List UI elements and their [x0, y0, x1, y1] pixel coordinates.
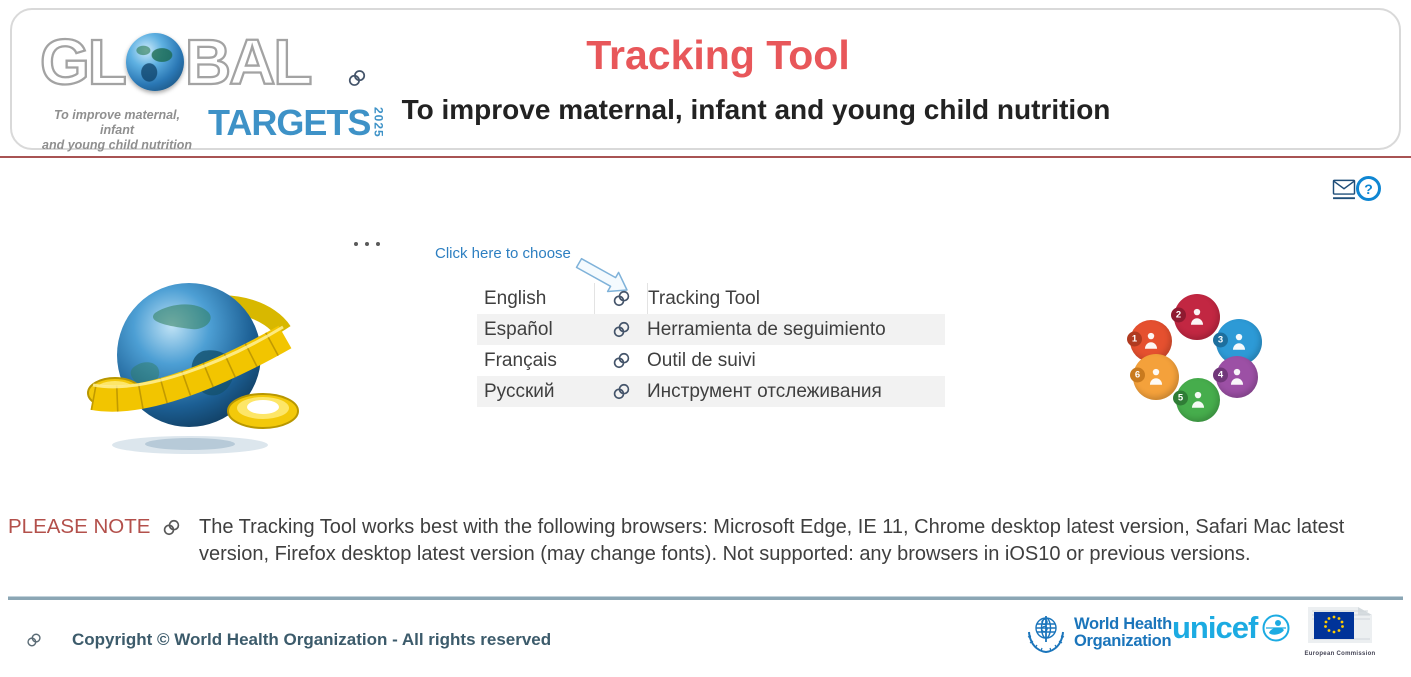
person-icon	[1140, 330, 1162, 352]
person-icon	[1226, 366, 1248, 388]
who-logo-text	[1074, 616, 1172, 651]
global-targets-logo	[40, 26, 311, 98]
table-row	[477, 283, 945, 314]
link-icon[interactable]	[611, 288, 632, 309]
target-number: 3	[1213, 332, 1228, 347]
target-icon-4	[1216, 356, 1258, 398]
browser-note-text: The Tracking Tool works best with the following browsers: Microsoft Edge, IE 11, Chrome desktop latest version, Safari Mac latest version, Firefox desktop latest version (may change fonts). Not supported: any browsers in iOS10 or previous versions.	[199, 516, 1345, 565]
logo-year: 2025	[371, 107, 386, 138]
target-number: 1	[1127, 331, 1142, 346]
logo-tagline-line2: and young child nutrition	[42, 137, 192, 152]
link-icon[interactable]	[611, 319, 632, 340]
european-commission-logo	[1297, 605, 1383, 657]
note-link-icon[interactable]	[161, 517, 182, 538]
tool-name-link[interactable]: Outil de suivi	[647, 349, 756, 371]
language-name: Русский	[484, 380, 555, 402]
target-number: 2	[1171, 307, 1186, 322]
tool-name-link[interactable]: Herramienta de seguimiento	[647, 318, 886, 340]
target-number: 4	[1213, 367, 1228, 382]
page-subtitle: To improve maternal, infant and young child nutrition	[401, 94, 1111, 125]
please-note-label: PLEASE NOTE	[8, 515, 151, 538]
target-number: 5	[1173, 390, 1188, 405]
header-card	[10, 8, 1401, 150]
link-icon[interactable]	[611, 381, 632, 402]
footer-divider	[8, 596, 1403, 600]
choose-hint-label: Click here to choose	[435, 245, 571, 262]
unicef-logo	[1172, 612, 1291, 643]
language-name: English	[477, 283, 595, 314]
person-icon	[1228, 331, 1250, 353]
unicef-emblem-icon	[1261, 613, 1291, 643]
header-link-icon[interactable]	[346, 67, 368, 89]
page-title: Tracking Tool	[586, 32, 850, 78]
logo-text-bal: BAL	[184, 26, 311, 98]
tool-name-link[interactable]: Tracking Tool	[648, 287, 760, 309]
language-table	[477, 283, 945, 407]
help-icon[interactable]	[1356, 176, 1381, 201]
target-icon-6	[1133, 354, 1179, 400]
table-row	[477, 345, 945, 376]
language-name: Français	[484, 349, 557, 371]
help-glyph: ?	[1364, 180, 1373, 197]
eu-flag-icon	[1298, 605, 1382, 645]
language-name: Español	[484, 318, 553, 340]
copyright-text: Copyright © World Health Organization - All rights reserved	[72, 630, 552, 649]
logo-text-gl: GL	[40, 26, 125, 98]
link-icon[interactable]	[611, 350, 632, 371]
eu-logo-caption: European Commission	[1304, 651, 1376, 657]
logo-targets	[208, 104, 385, 142]
who-logo-line1: World Health	[1074, 614, 1172, 633]
globe-measuring-tape-image	[85, 273, 300, 458]
table-row	[477, 376, 945, 407]
email-icon[interactable]	[1332, 179, 1356, 200]
logo-globe-icon	[126, 33, 184, 91]
target-icon-2	[1174, 294, 1220, 340]
logo-tagline	[38, 108, 196, 152]
who-logo-line2: Organization	[1074, 632, 1172, 650]
header-divider	[0, 156, 1411, 158]
who-logo	[1025, 612, 1172, 654]
target-icon-5	[1176, 378, 1220, 422]
person-icon	[1186, 306, 1208, 328]
person-icon	[1145, 366, 1167, 388]
tool-name-link[interactable]: Инструмент отслеживания	[647, 380, 882, 402]
more-options-icon[interactable]	[354, 242, 380, 246]
table-row	[477, 314, 945, 345]
logo-targets-word: TARGETS	[208, 102, 371, 143]
person-icon	[1187, 389, 1209, 411]
target-number: 6	[1130, 367, 1145, 382]
logo-tagline-line1: To improve maternal, infant	[54, 108, 180, 137]
who-emblem-icon	[1025, 612, 1067, 654]
footer-link-icon[interactable]	[25, 631, 43, 649]
unicef-logo-text: unicef	[1172, 610, 1258, 645]
